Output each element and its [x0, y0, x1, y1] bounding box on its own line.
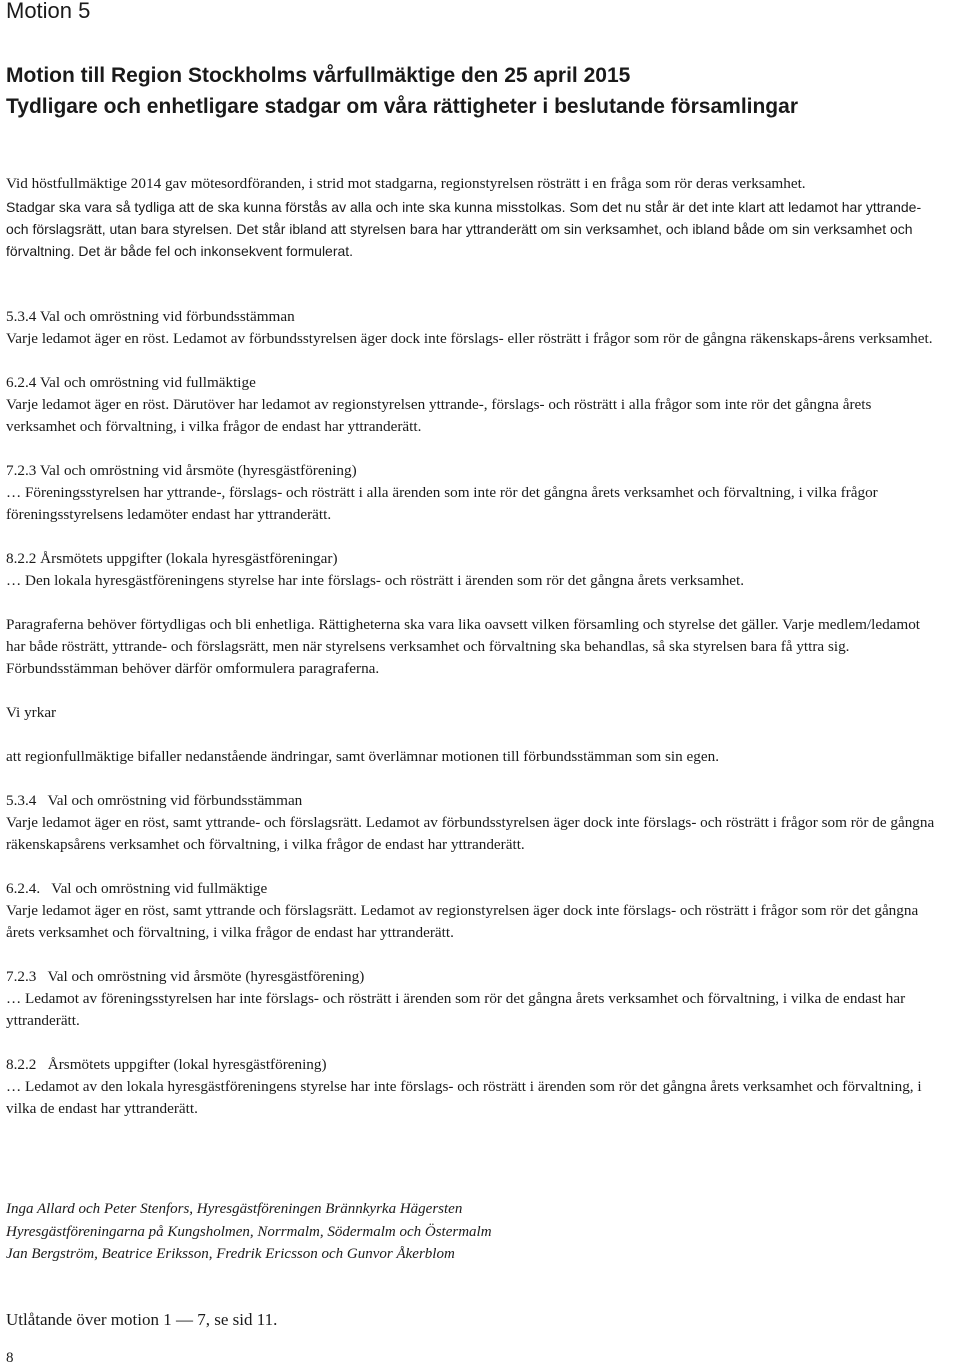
proposal-text: Varje ledamot äger en röst, samt yttrande och förslagsrätt. Ledamot av regionstyrelsen äger dock inte förslags- och rösträtt i frågor som rör det gångna årets verksamhet och förvaltning, i vilka frågor de endast har yttranderätt. [6, 902, 919, 941]
section-text: Varje ledamot äger en röst. Ledamot av förbundsstyrelsen äger dock inte förslags- eller rösträtt i frågor som rör de gångna räkenskaps-årens verksamhet. [6, 330, 933, 347]
title-line-1: Motion till Region Stockholms vårfullmäktige den 25 april 2015 [6, 64, 631, 87]
yrkande-text: att regionfullmäktige bifaller nedanstående ändringar, samt överlämnar motionen till förbundsstämman som sin egen. [6, 748, 720, 765]
motion-body [6, 196, 942, 262]
section-heading: 5.3.4 Val och omröstning vid förbundsstämman [6, 308, 295, 325]
intro-text: Vid höstfullmäktige 2014 gav mötesordföranden, i strid mot stadgarna, regionstyrelsen rösträtt i en fråga som rör deras verksamhet. [6, 175, 806, 192]
signature-line: Inga Allard och Peter Stenfors, Hyresgästföreningen Brännkyrka Hägersten [6, 1201, 463, 1217]
title-line-2: Tydligare och enhetligare stadgar om våra rättigheter i beslutande församlingar [6, 95, 798, 118]
section-heading: 8.2.2 Årsmötets uppgifter (lokala hyresgästföreningar) [6, 550, 338, 567]
section-heading: 6.2.4 Val och omröstning vid fullmäktige [6, 374, 256, 391]
section-text: … Föreningsstyrelsen har yttrande-, förslags- och rösträtt i alla ärenden som inte rör det gångna årets verksamhet och förvaltning, i vilka frågor föreningsstyrelsens ledamöter endast har yttranderätt. [6, 484, 878, 523]
proposal-heading: 6.2.4. Val och omröstning vid fullmäktige [6, 880, 268, 897]
section-heading: 7.2.3 Val och omröstning vid årsmöte (hyresgästförening) [6, 462, 357, 479]
proposal-heading: 7.2.3 Val och omröstning vid årsmöte (hyresgästförening) [6, 968, 365, 985]
page-title [6, 60, 942, 122]
proposal-text: Varje ledamot äger en röst, samt yttrande- och förslagsrätt. Ledamot av förbundsstyrelsen äger dock inte förslags- och rösträtt i frågor som rör de gångna räkenskapsårens verksamhet och förvaltning, i vilka frågor de endast har yttranderätt. [6, 814, 935, 853]
proposal-heading: 5.3.4 Val och omröstning vid förbundsstämman [6, 792, 303, 809]
section-text: … Den lokala hyresgästföreningens styrelse har inte förslags- och rösträtt i ärenden som rör det gångna årets verksamhet. [6, 572, 745, 589]
footer-note: Utlåtande över motion 1 — 7, se sid 11. [6, 1310, 278, 1329]
signatures [6, 1198, 942, 1266]
proposal-heading: 8.2.2 Årsmötets uppgifter (lokal hyresgästförening) [6, 1056, 327, 1073]
intro-paragraph [6, 173, 942, 195]
proposal-text: … Ledamot av den lokala hyresgästföreningens styrelse har inte förslags- och rösträtt i ärenden som rör det gångna årets verksamhet och förvaltning, i vilka de endast har yttranderätt. [6, 1078, 922, 1117]
section-text: Varje ledamot äger en röst. Därutöver har ledamot av regionstyrelsen yttrande-, förslags- och rösträtt i alla frågor som inte rör det gångna årets verksamhet och förvaltning, i vilka frågor de endast har yttranderätt. [6, 396, 872, 435]
body-paragraph-2: Paragraferna behöver förtydligas och bli enhetliga. Rättigheterna ska vara lika oavsett vilken församling och styrelse det gäller. Varje medlem/ledamot har både rösträtt, yttrande- och förslagsrätt, men när styrelsens verksamhet och förvaltning ska behandlas, så ska styrelsen bara få yttra sig. Förbundsstämman behöver därför omformulera paragraferna. [6, 616, 921, 677]
page-number: 8 [6, 1350, 14, 1366]
proposal-text: … Ledamot av föreningsstyrelsen har inte förslags- och rösträtt i ärenden som rör det gångna årets verksamhet och förvaltning, i vilka de endast har yttranderätt. [6, 990, 906, 1029]
body-paragraph-1: Stadgar ska vara så tydliga att de ska kunna förstås av alla och inte ska kunna misstolkas. Som det nu står är det inte klart att ledamot har yttrande- och förslagsrätt, utan bara styrelsen. Det står ibland att styrelsen bara har yttranderätt om sin verksamhet, och ibland både om sin verksamhet och förvaltning. Det är både fel och inkonsekvent formulerat. [6, 199, 922, 259]
signature-line: Hyresgästföreningarna på Kungsholmen, Norrmalm, Södermalm och Östermalm [6, 1223, 492, 1240]
vi-yrkar: Vi yrkar [6, 704, 57, 721]
signature-line: Jan Bergström, Beatrice Eriksson, Fredrik Ericsson och Gunvor Åkerblom [6, 1246, 455, 1262]
motion-label: Motion 5 [6, 0, 91, 23]
quoted-statutes [6, 306, 942, 1120]
